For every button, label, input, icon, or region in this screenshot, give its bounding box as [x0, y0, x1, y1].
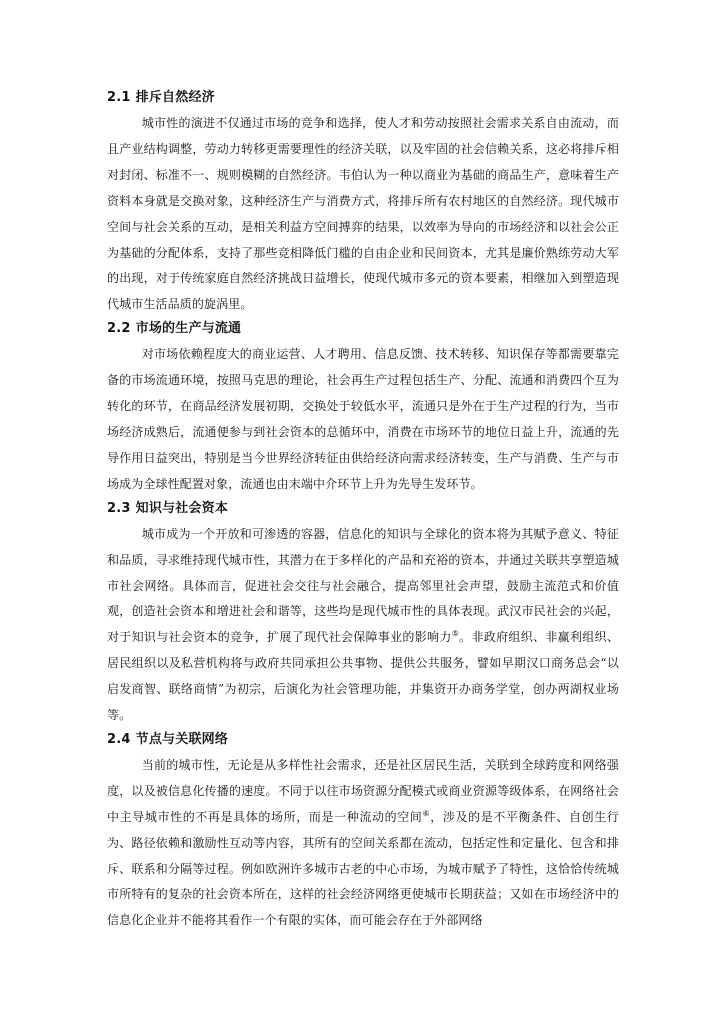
footnote-marker[interactable]: ⑥ — [422, 808, 431, 818]
section-heading — [107, 499, 619, 519]
section-title: 市场的生产与流通 — [135, 321, 242, 337]
document-page — [107, 88, 619, 935]
section-paragraph — [107, 342, 619, 497]
section-paragraph — [107, 753, 619, 934]
paragraph-text: 对市场依赖程度大的商业运营、人才聘用、信息反馈、技术转移、知识保存等都需要靠完备的市场流通环境，按照马克思的理论，社会再生产过程包括生产、分配、流通和消费四个互为转化的环节，在商品经济发展初期，交换处于较低水平，流通只是外在于生产过程的行为，当市场经济成熟后，流通便参与到社会资本的总循环中，消费在市场环节的地位日益上升，流通的先导作用日益突出，特别是当今世界经济转征由供给经济向需求经济转变，生产与消费、生产与市场成为全球性配置对象，流通也由末端中介环节上升为先导生发环节。 — [107, 347, 619, 491]
section-heading — [107, 730, 619, 750]
section-2-1 — [107, 88, 619, 318]
paragraph-text: 当前的城市性，无论是从多样性社会需求，还是社区居民生活，关联到全球跨度和网络强度，以及被信息化传播的速度。不同于以往市场资源分配模式或商业资源等级体系，在网络社会中主导城市性的不再是具体的场所，而是一种流动的空间 — [107, 757, 619, 824]
paragraph-text-continued: ，涉及的是不平衡条件、自创生行为、路径依赖和激励性互动等内容，其所有的空间关系都在流动，包括定性和定量化、包含和排斥、联系和分隔等过程。例如欧洲许多城市古老的中心市场，为城市赋予了特性，这恰恰传统城市所特有的复杂的社会资本所在，这样的社会经济网络更使城市长期获益；又如在市场经济中的信息化企业并不能将其看作一个有限的实体，而可能会存在于外部网络 — [107, 809, 619, 928]
section-paragraph — [107, 111, 619, 318]
section-2-2 — [107, 319, 619, 497]
section-heading — [107, 319, 619, 339]
paragraph-text: 城市成为一个开放和可渗透的容器，信息化的知识与全球化的资本将为其赋予意义、特征和品质，寻求维持现代城市性，其潜力在于多样化的产品和充裕的资本，并通过关联共享塑造城市社会网络。具体而言，促进社会交往与社会融合，提高邻里社会声望，鼓励主流范式和价值观，创造社会资本和增进社会和谐等，这些均是现代城市性的具体表现。武汉市民社会的兴起，对于知识与社会资本的竞争，扩展了现代社会保障事业的影响力 — [107, 526, 619, 645]
section-title: 排斥自然经济 — [135, 90, 215, 105]
section-paragraph — [107, 522, 619, 729]
section-number: 2.1 — [107, 90, 131, 105]
footnote-marker[interactable]: ⑤ — [451, 629, 460, 639]
paragraph-text: 城市性的演进不仅通过市场的竞争和选择，使人才和劳动按照社会需求关系自由流动，而且产业结构调整，劳动力转移更需要理性的经济关联，以及牢固的社会信赖关系，这必将排斥相对封闭、标准不一、规则模糊的自然经济。韦伯认为一种以商业为基础的商品生产，意味着生产资料本身就是交换对象，这种经济生产与消费方式，将排斥所有农村地区的自然经济。现代城市空间与社会关系的互动，是相关利益方空间搏弈的结果，以效率为导向的市场经济和以社会公正为基础的分配体系，支持了那些竞相降低门槛的自由企业和民间资本，尤其是廉价熟练劳动大军的出现，对于传统家庭自然经济挑战日益增长，使现代城市多元的资本要素，相继加入到塑造现代城市生活品质的旋涡里。 — [107, 116, 619, 312]
paragraph-text-continued: 。非政府组织、非赢利组织、居民组织以及私营机构将与政府共同承担公共事物、提供公共服务，譬如早期汉口商务总会“以启发商智、联络商情”为初宗，后演化为社会管理功能，并集资开办商务学堂，创办两湖权业场等。 — [107, 630, 619, 723]
section-2-4 — [107, 730, 619, 934]
section-number: 2.4 — [107, 731, 131, 747]
section-title: 知识与社会资本 — [135, 500, 229, 516]
section-number: 2.3 — [107, 500, 131, 516]
section-heading — [107, 88, 619, 108]
section-title: 节点与关联网络 — [135, 731, 229, 747]
section-number: 2.2 — [107, 321, 131, 337]
section-2-3 — [107, 499, 619, 729]
